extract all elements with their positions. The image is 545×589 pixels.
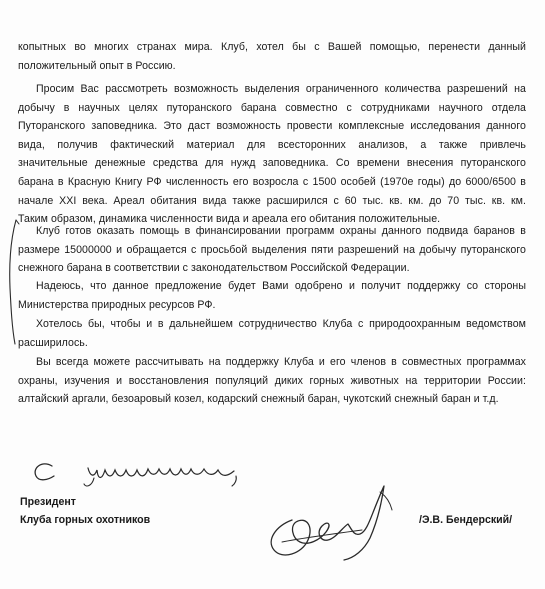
text-line: Путоранского заповедника. Это даст возможность провести комплексные исследования данного [18, 120, 526, 133]
paragraph-support [18, 353, 526, 409]
paragraph-cooperation [18, 315, 526, 352]
paragraph-offer [18, 222, 526, 278]
text-line: алтайский аргали, безоаровый козел, кодарский снежный баран, чукотский снежный баран и т.д. [18, 393, 499, 406]
text-line: Клуб готов оказать помощь в финансировании программ охраны данного подвида баранов в [36, 225, 526, 237]
text-line: положительный опыт в Россию. [18, 59, 176, 72]
text-line: Вы всегда можете рассчитывать на поддержку Клуба и его членов в совместных программах [36, 356, 526, 368]
text-line: Министерства природных ресурсов РФ. [18, 298, 216, 311]
text-line: значительные денежные средства для нужд заповедника. Со времени внесения путоранского [18, 157, 526, 170]
text-line: Надеюсь, что данное предложение будет Вами одобрено и получит поддержку со стороны [36, 280, 526, 292]
text-line: вида, получив фактический материал для всесторонних анализов, а также привлечь [18, 138, 526, 151]
paragraph-intro-continuation [18, 38, 526, 75]
text-line: начале XXI века. Ареал обитания вида также расширился с 60 тыс. кв. км. до 70 тыс. кв. км. [18, 194, 526, 207]
text-line: размере 15000000 и обращается с просьбой выделения пяти разрешений на добычу путоранского [18, 243, 526, 256]
text-line: Таким образом, динамика численности вида и ареала его обитания положительные. [18, 213, 441, 226]
text-line: копытных во многих странах мира. Клуб, хотел бы с Вашей помощью, перенести данный [18, 41, 526, 53]
text-line: расширилось. [18, 336, 88, 349]
signatory-name: /Э.В. Бендерский/ [419, 514, 513, 526]
text-line: Хотелось бы, чтобы и в дальнейшем сотрудничество Клуба с природоохранным ведомством [36, 318, 526, 330]
margin-pen-mark [6, 218, 22, 348]
text-line: снежного барана в соответствии с законодательством Российской Федерации. [18, 262, 410, 275]
text-line: охраны, изучения и восстановления популяций диких горных животных на территории России: [18, 374, 526, 387]
signatory-title-line1: Президент [20, 496, 76, 508]
signatory-title-line2: Клуба горных охотников [20, 514, 151, 526]
text-line: барана в Красную Книгу РФ численность его возросла с 1500 особей (1970е годы) до 6000/6500 в [18, 175, 526, 188]
handwritten-signature [262, 480, 402, 570]
text-line: добычу в научных целях путоранского барана совместно с сотрудниками научного отдела [18, 101, 526, 114]
text-line: Просим Вас рассмотреть возможность выделения ограниченного количества разрешений на [36, 83, 526, 95]
paragraph-hope [18, 277, 526, 314]
paragraph-request [18, 80, 526, 229]
handwritten-closing [30, 452, 260, 492]
